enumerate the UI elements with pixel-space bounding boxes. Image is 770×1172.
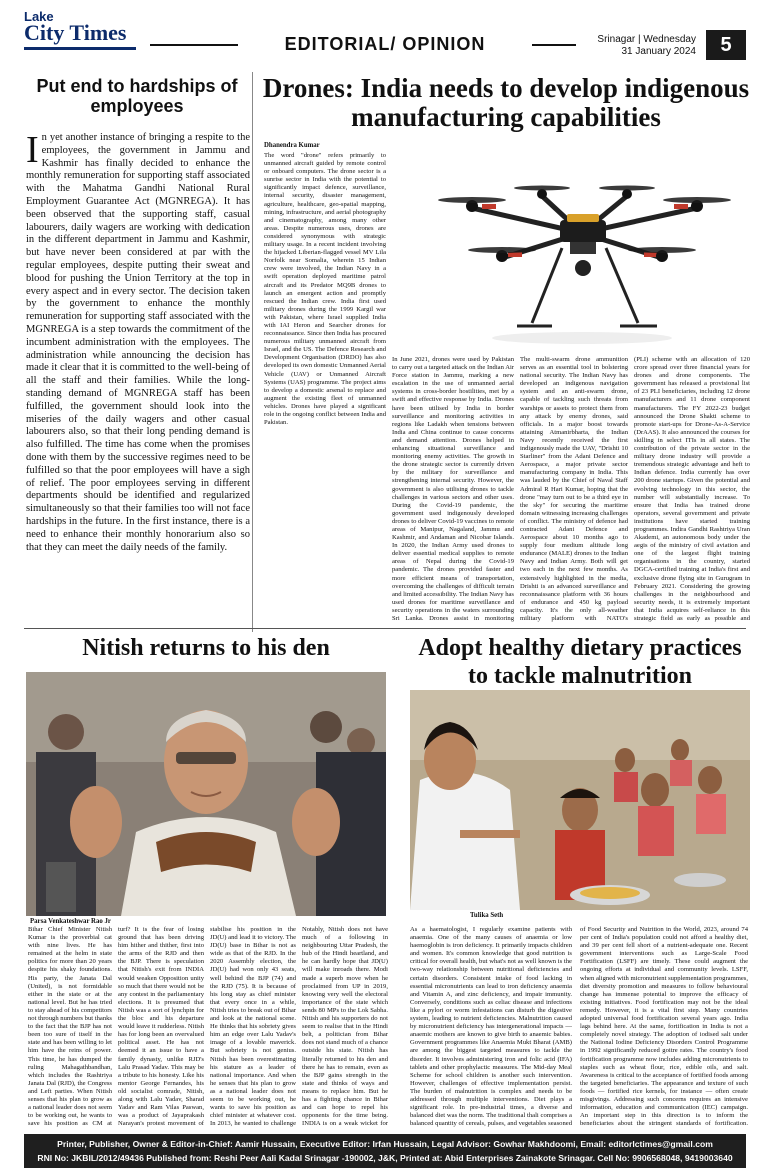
drone-photo [412,138,752,356]
editorial-headline[interactable]: Put end to hardships of employees [36,76,238,116]
page-number: 5 [706,30,746,60]
footer-line1: Printer, Publisher, Owner & Editor-in-Chief: Aamir Hussain, Executive Editor: Irfan Hussain, Legal Advisor: Gowhar Makhdoomi, Email: editorlctimes@gmail.com [57,1139,713,1149]
footer-line2: RNI No: JKBIL/2012/49436 Published from: Reshi Peer Aali Kadal Srinagar -190002, J&K, Printed at: Abid Enterprises Zainakote Srinagar. Cell No: 9906568048, 9419003640 [37,1153,733,1163]
section-rule-right [532,44,576,46]
section-rule-left [150,44,238,46]
editorial-body [26,132,250,620]
health-column-1: As a haematologist, I regularly examine patients with anaemia. One of the many causes of anaemia or low haemoglobin is iron deficiency. It primarily impacts children and women. It's common knowledge that good nutrition is critical for overall health, but what's not as well known is the two-way relationship between nutritional deficiencies and certain disorders. Consistent intake of food lacking in essential micronutrients can lead to iron deficiency anaemia and Vitamin A, and zinc deficiency, and impair immunity. Conversely, conditions such as celiac disease and infections like a pylori or worm infestations can disturb the digestive system, leading to nutrient deficiencies. Malnutrition caused by micronutrient deficiency has intergenerational impacts — anaemic mothers are known to give birth to anaemic babies. Government programmes like Anaemia Mukt Bharat (AMB) are among the biggest targeted measures to tackle the disorder. It involves administering iron and folic acid (IFA) tablets and other prophylactic measures. The Mid-day Meal Scheme for school children is another such intervention. However, challenges of effective implementation persist. The burden of malnutrition is complex and needs to be addressed through multiple interventions. Diet plays a significant role. In pre-industrial times, a diverse and balanced diet was the norm. The traditional thali comprises a balanced quantity of cereals, pulses, and vegetables seasoned [410,926,572,1128]
city-day: Srinagar | Wednesday [597,34,696,45]
logo-underline [24,47,136,50]
section-divider [24,628,746,629]
nitish-column-3: stabilise his position in the JD(U) and lead it to victory. The JD(U) base in Bihar is not as wide as that of the RJD. In the 2020 Assembly election, the JD(U) had won only 43 seats, well behind the BJP (74) and the RJD (75). It is because of his long stay as chief minister that every once in a while, Nitish tries to break out of Bihar and look at the national scene. He thinks that his sobriety gives him an edge over Lalu Yadav's image of a lovable maverick. But sobriety is not genius. Nitish has been overestimating his stature as a leader of national importance. And when he senses that his plan to grow as a national leader does not seem to be working out, he wants to save his position as chief minister at whatever cost. In 2013, he wanted to challenge [210,926,296,1128]
nitish-headline[interactable]: Nitish returns to his den [82,635,330,661]
editorial-text: n yet another instance of bringing a respite to the employees, the government in Jammu and Kashmir has finally decided to enhance the monthly remuneration for supporting staff associated with the Mahatma Gandhi National Rural Employment Guarantee Act (MGNREGA). It has been observed that the supporting staff, casual labourers, daily wagers are working with dedication in the different department in Jammu and Kashmir, but have never been considered at par with the regular employees, despite putting their sweat and blood for pushing the Union Territory at the top in every aspect and in every sector. The decision taken by the government to enhance the monthly remuneration for supporting staff associated with the MGNREGA is a step towards the commitment of the incumbent administration with the employees. The administration while announcing the decision has made it clear that it is committed to the well-being of all the staff and their families. While the long-standing demand of MGNREGA staff has been fulfilled, the government should look into the miseries of the daily wagers and other casual labourers also, so that their long pending demand is also fulfilled. The time has come when the promises done with them by the successive regimes need to be fulfilled so that the poor employees will have a sigh of relief. The poor employees serving in different departments should be identified and regularized simultaneously so that their families too will not face hardships in the future. In the first instance, there is a need to enhance their monthly honorarium also so that they can meet the daily needs of the family. [26,132,250,553]
nitish-photo [26,672,386,916]
newspaper-logo[interactable] [24,10,144,62]
health-column-2: of Food Security and Nutrition in the World, 2023, around 74 per cent of India's population could not afford a healthy diet, and 39 per cent fell short of a nutrient-adequate one. Recent government interventions such as Large-Scale Food Fortification (LSFF) are timely. These could augment the ongoing efforts at individual and community levels. LSFF, when aligned with micronutrient supplementation programmes, diet diversity promotion and measures to follow behavioural change has immense potential to improve the efficacy of existing initiatives. Food fortification may not be the ideal remedy. However, it is a vital first step. Many countries adopted universal food fortification several years ago. India lags behind here. At the same, fortification in India is not a completely novel strategy. The adoption of iodised salt under the National Iodine Deficiency Disorders Control Programme in 1992 significantly reduced goitre rates. The country's food fortification programme now includes adding micronutrients to staples such as wheat flour, rice, edible oils, and salt. Awareness is critical to the acceptance of fortified foods among the targeted beneficiaries. The appearance and texture of such foods — fortified rice kernels, for instance — often create misgivings. Addressing such concerns requires an intensive information, education and communication (IEC) campaign. An important step in this direction is to inform the beneficiaries about the stringent standards of fortification. [580,926,748,1128]
drones-column-4: (PLI) scheme with an allocation of 120 crore spread over three financial years for drones and drone components. The government has released a provisional list of 23 PLI beneficiaries, including 12 drone manufacturers and 11 drone component manufacturers. The FY 2022-23 budget announced the Drone Shakti scheme to promote start-ups for Drone-As-A-Service (DrAAS). It also announced the courses for skilling in select ITIs in all states. The contribution of the private sector in the military drone industry will provide a tremendous strategic advantage and heft to Indian defence. India currently has over 200 drone startups. Given the potential and evolving technology in this sector, the number will substantially increase. To ensure that India has trained drone operators, several government and private institutions have started training programmes. Indira Gandhi Rashtriya Uran Akademi, an autonomous body under the aegis of the ministry of civil aviation and one of the largest flight training organisations in the country, started DGCA-certified training at India's first and exclusive drone flying site in Gurugram in February 2021. Considering the growing challenges in the neighbourhood and security needs, it is extremely important that India acquires self-reliance in this strategic field as early as possible and [634,356,750,622]
children-meal-photo [410,690,750,910]
section-title: EDITORIAL/ OPINION [284,34,486,54]
drones-column-3: The multi-swarm drone ammunition serves as an essential tool in bolstering national security. The Indian Navy has developed an indigenous navigation system and an anti-swarm drone, capable of tackling such threats from warships or assets to protect them from any attack by enemy drones, said officials. In a major boost towards attaining Atmanirbharta, the Indian Navy recently received the first indigenously made the UAV, "Drishti 10 Starliner" from the Adani Defence and Aerospace, a major private sector manufacturing company in India. This was lauded by the Chief of Naval Staff Admiral R Hari Kumar, hoping that the drone "may turn out to be a third eye in the sky" for securing the maritime domain witnessing increasing challenges of conflict. The ministry of defence had contracted Adani Defence and Aerospace about 10 months ago to supply four medium altitude long endurance (MALE) drones to the Indian Navy and Indian Army. Both will get two each in the next few months. As extensively highlighted in the media, Drishti is an advanced surveillance and reconnaissance platform with 36 hours of endurance and 450 kg payload capacity. It's the only all-weather military platform with NATO's [520,356,628,622]
drones-headline[interactable]: Drones: India needs to develop indigenous manufacturing capabilities [262,73,750,132]
drones-byline: Dhanendra Kumar [264,142,320,149]
masthead [0,0,770,68]
nitish-column-4: Notably, Nitish does not have much of a following in neighbouring Uttar Pradesh, the hub of the Hindi heartland, and he can hardly hope that JD(U) will make inroads there. Modi made a superb move when he proclaimed from UP in 2019, knowing very well the electoral importance of the state which sends 80 MPs to the Lok Sabha. Nitish and his supporters do not seem to realise that in the Hindi belt, a politician from Bihar does not stand much of a chance outside his state. Nitish has literally returned to his den and there he has to remain, even as the BJP gains strength in the state and thinks of ways and means to replace him. But he has a fighting chance in Bihar and can hope to repel his opponents for the time being. INDIA is on a weak wicket for [302,926,388,1128]
nitish-column-2: turf? It is the fear of losing ground that has been driving him hither and thither, first into the arms of the RJD and then the BJP. There is speculation that Nitish's exit from INDIA would weaken Opposition unity so much that there would not be any contest in the parliamentary elections. It is presumed that Nitish was a sort of lynchpin for the bloc and his departure would leave it rudderless. Nitish has for long been an overvalued political asset. He has not deemed it an issue to have a family dynasty, unlike RJD's Lalu Prasad Yadav. This may be a tribute to his honesty. Like his mentor George Fernandes, his old socialist comrade, Nitish, along with Lalu Yadav, Sharad Yadav and Ram Vilas Paswan, was a product of Jayaprakash Narayan's protest movement of [118,926,204,1128]
health-photo-credit: Tulika Seth [470,912,504,919]
nitish-column-1: Bihar Chief Minister Nitish Kumar is the proverbial cat with nine lives. He has remained at the helm in state politics for more than 20 years despite his shaky foundations. His party, the Janata Dal (United), is not formidable either in the state or at the national level. But he has tried to stay ahead of his competitors not through numbers but thanks to the fact that the BJP has not been too sure of itself in the state and has been willing to let him have the reins of power. This time, he has dumped the ruling Mahagathbandhan, which includes the Rashtriya Janata Dal (RJD), the Congress and Left parties. When Nitish senses that his plan to grow as a national leader does not seem to be working out, he wants to save his position as CM at [28,926,112,1128]
drones-column-2: In June 2021, drones were used by Pakistan to carry out a targeted attack on the Indian Air Force station in Jammu, marking a new escalation in the use of unmanned aerial systems in cross-border hostilities, met by a swift and effective response by India. Drones have been utilised by India in border surveillance and monitoring activities in regions like Ladakh when tensions between India and China continue to cause concerns and demand attention. Drones helped in enhancing situational surveillance and monitoring enemy activities. The growth in the drone strategic sector is currently driven by the military for surveillance and strengthening internal security. However, the government is also utilising drones to tackle challenges in various sectors and other uses. During the Covid-19 pandemic, the government used indigenously developed drones to deliver Covid-19 vaccines to remote areas of Manipur, Nagaland, Jammu and Kashmir, and Andaman and Nicobar Islands. In 2020, the Indian Army used drones to deliver essential medical supplies to remote areas of Nepal during the Covid-19 pandemic. The drones provided faster and more efficient means of transportation, overcoming the challenges of difficult terrain and limited accessibility. The Indian Navy has used drones for maritime surveillance and security operations in the waters surrounding Sri Lanka. Drones assist in monitoring [392,356,514,622]
date: 31 January 2024 [621,46,696,57]
dropcap: I [26,132,39,171]
footer-imprint [24,1134,746,1168]
logo-line2: City Times [24,20,127,45]
nitish-photo-credit: Parsa Venkateshwar Rao Jr [30,918,111,925]
logo-line1: Lake [24,9,54,24]
health-headline[interactable]: Adopt healthy dietary practices to tackle malnutrition [418,635,742,689]
column-divider [252,72,253,632]
dateline [578,34,696,58]
drones-column-1: The word "drone" refers primarily to unmanned aircraft guided by remote control or onboard computers. The drone sector is a sunrise sector in India with the potential to significantly impact defence, surveillance, internal security, disaster management, agriculture, healthcare, geo-spatial mapping, mining, infrastructure, and aerial photography and cinematography, among many other areas. Despite numerous uses, drones are considered synonymous with strategic military usage. In a recent incident involving the hijacked Liberian-flagged vessel MV Lila Norfolk near Somalia, wherein 15 Indian crew were involved, the Indian Navy in a swift operation deployed maritime patrol aircraft and its Predator MQ9B drones to launch an emergent action and promptly rescued the Indian crew. India first used military drones during the 1999 Kargil war with Pakistan, where Israel supplied India with IAI Heron and Searcher drones for reconnaissance. Since then India has procured numerous military unmanned aircraft from Israel, and the US. The Defence Research and Development Organisation (DRDO) has also developed its own domestic Unmanned Aerial Vehicle (UAV) or Unmanned Aircraft Systems (UAS) programme. The project aims to develop a domestic arsenal to replace and augment the existing fleet of unmanned vehicles. Drones have played a significant role in the ongoing conflict between India and Pakistan. [264,152,386,427]
